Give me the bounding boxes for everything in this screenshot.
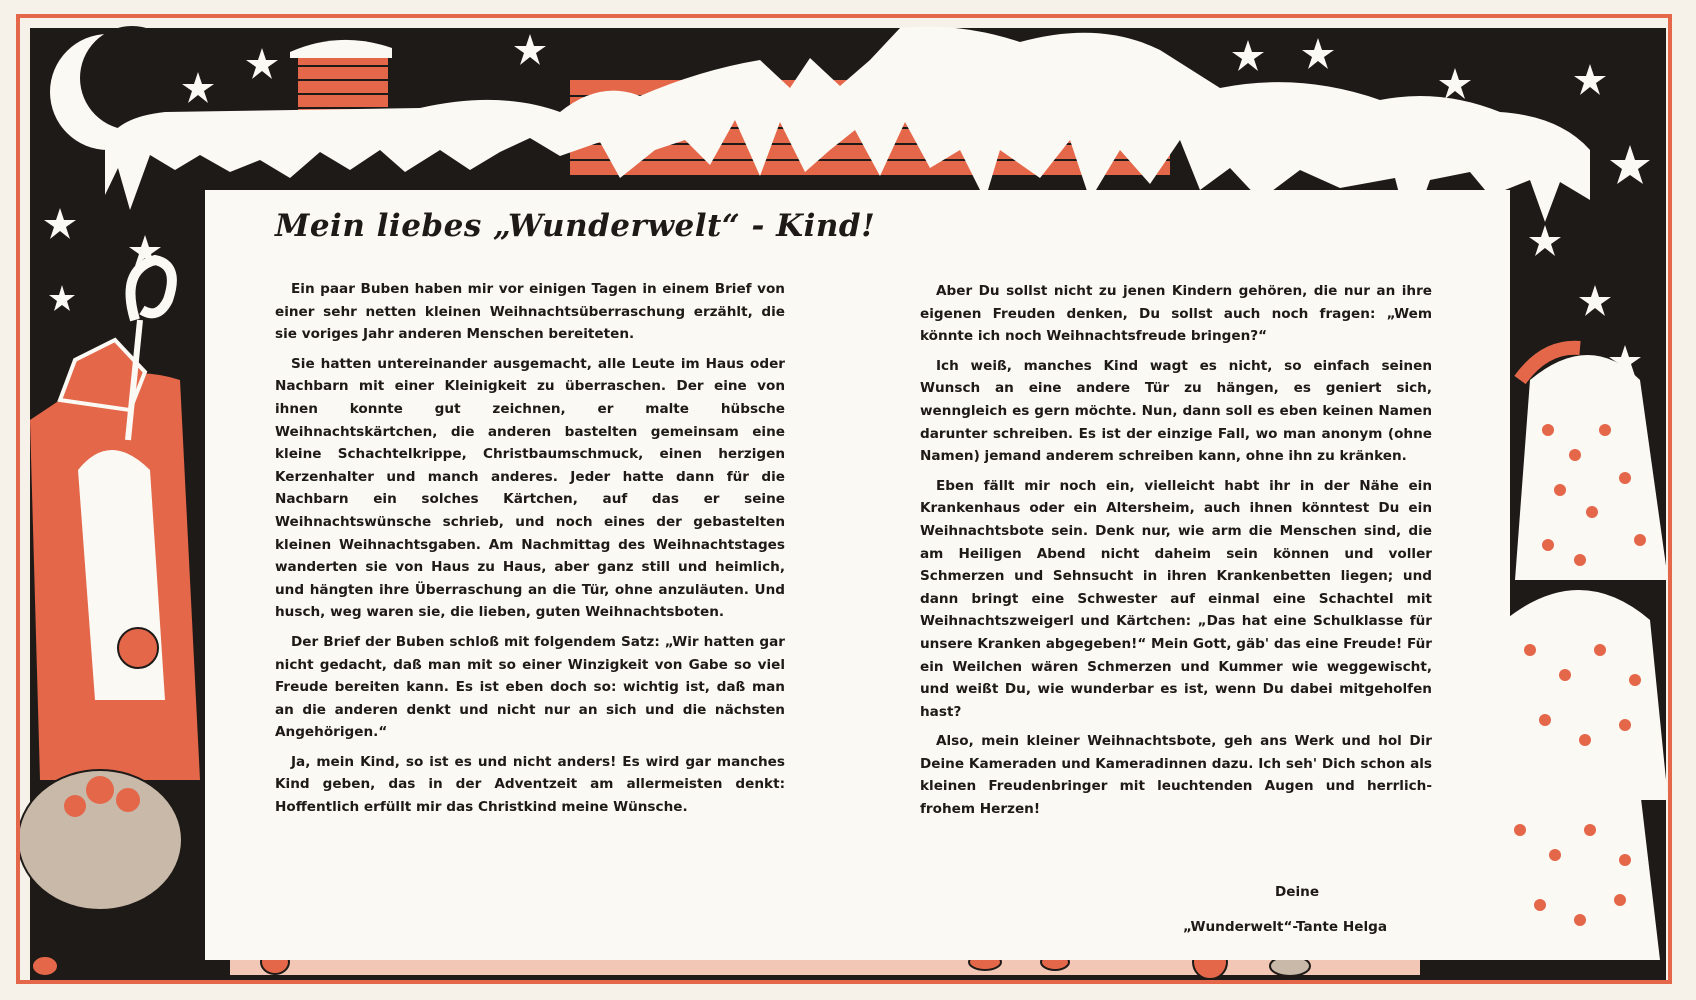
- paragraph: Der Brief der Buben schloß mit folgendem Satz: „Wir hatten gar nicht gedacht, daß man mit so einer Winzigkeit von Gabe so viel Freude bereiten kann. Es ist eben doch so: wichtig ist, daß man an die anderen denkt und nicht nur an sich und die nächsten Angehörigen.“: [275, 633, 785, 741]
- paragraph: Ein paar Buben haben mir vor einigen Tagen in einem Brief von einer sehr netten kleinen Weihnachtsüberraschung erzählt, die sie voriges Jahr anderen Menschen bereiteten.: [275, 281, 785, 343]
- paragraph: Ja, mein Kind, so ist es und nicht anders! Es wird gar manches Kind geben, das in der Adventzeit am allermeisten denkt: Hoffentlich erfüllt mir das Christkind meine Wünsche.: [275, 753, 785, 816]
- letter-title: Mein liebes „Wunderwelt“ - Kind!: [275, 208, 876, 244]
- paragraph: Sie hatten untereinander ausgemacht, alle Leute im Haus oder Nachbarn mit einer Kleinigkeit zu überraschen. Der eine von ihnen konnte gut zeichnen, er malte hübsche Weihnachtskärtchen, die anderen bastelten gemeinsam eine kleine Schachtelkrippe, Christbaumschmuck, einen herzigen Kerzenhalter und manch anderes. Jeder hatte dann für die Nachbarn ein solches Kärtchen, auf das er seine Weihnachtswünsche schrieb, und noch eines der gebastelten kleinen Weihnachtsgaben. Am Nachmittag des Weihnachtstages wanderten sie von Haus zu Haus, aber ganz still und heimlich, und hängten ihre Überraschung an die Tür, ohne anzuläuten. Und husch, weg waren sie, die lieben, guten Weihnachtsboten.: [275, 355, 785, 621]
- closing-signature: „Wunderwelt“-Tante Helga: [1183, 919, 1388, 935]
- letter-right-column: [920, 280, 1432, 828]
- paragraph: Ich weiß, manches Kind wagt es nicht, so einfach seinen Wunsch an eine andere Tür zu hängen, es geniert sich, wenngleich es gern möchte. Nun, dann soll es eben keinen Namen darunter schreiben. Es ist der einzige Fall, wo man anonym (ohne Namen) jemand anderem schreiben kann, ohne ihn zu kränken.: [920, 357, 1432, 465]
- closing-greeting: Deine: [1275, 884, 1320, 900]
- paragraph: Also, mein kleiner Weihnachtsbote, geh ans Werk und hol Dir Deine Kameraden und Kameradinnen dazu. Ich seh' Dich schon als kleinen Freudenbringer mit leuchtenden Augen und herrlich-frohem Herzen!: [920, 733, 1432, 818]
- letter-left-column: [275, 278, 785, 826]
- paragraph: Eben fällt mir noch ein, vielleicht habt ihr in der Nähe ein Krankenhaus oder ein Altersheim, auch ihnen könntest Du ein Weihnachtsbote sein. Denk nur, wie arm die Menschen sind, die am Heiligen Abend nicht daheim sein können und voller Schmerzen und Sehnsucht in ihren Krankenbetten liegen; und dann bringt eine Schwester auf einmal eine Schachtel mit Weihnachtszweigerl und Kärtchen: „Das hat eine Schulklasse für unsere Kranken abgegeben!“ Mein Gott, gäb' das eine Freude! Für ein Weilchen wären Schmerzen und Kummer wie weggewischt, und weißt Du, wie wunderbar es ist, wenn Du dabei mitgeholfen hast?: [920, 477, 1432, 720]
- paragraph: Aber Du sollst nicht zu jenen Kindern gehören, die nur an ihre eigenen Freuden denken, Du sollst auch noch fragen: „Wem könnte ich noch Weihnachtsfreude bringen?“: [920, 283, 1432, 345]
